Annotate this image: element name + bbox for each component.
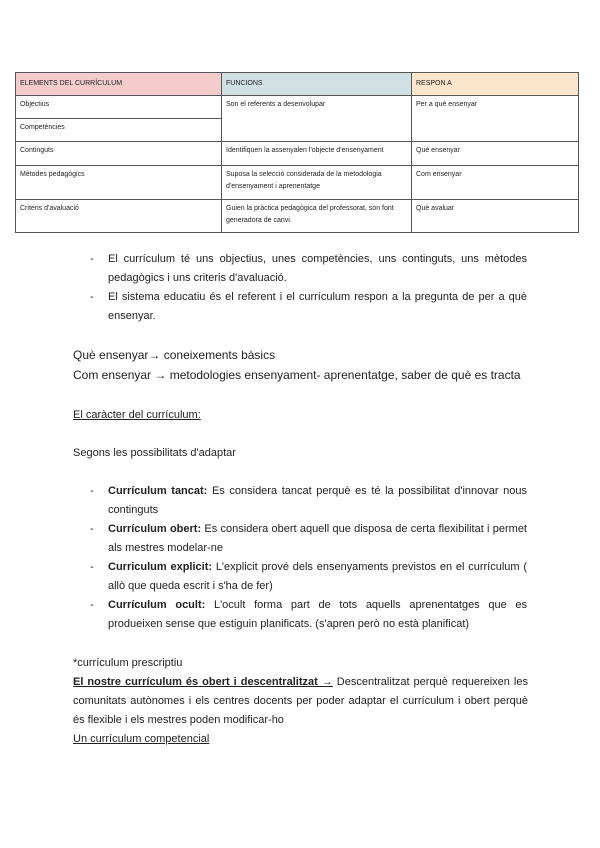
- curriculum-table: [15, 72, 579, 233]
- cell-element: Criteris d'avaluació: [16, 200, 222, 233]
- table-row: [16, 166, 579, 200]
- nostre-text: Descentralitzat perquè requereixen les comunitats autònomes i els centres docents per poder adaptar el currículum i obert perquè és flexible i els mestres poden modificar-ho: [73, 676, 528, 726]
- cell-respon: Què ensenyar: [412, 142, 579, 166]
- type-desc: L'ocult forma part de tots aquells aprenentatges que es produeixen sense que estiguin planificats. (s'apren però no està planificat): [108, 599, 527, 630]
- type-desc: Es considera tancat perquè es té la possibilitat d'innovar nous continguts: [108, 485, 527, 516]
- table-row: [16, 142, 579, 166]
- type-desc: L'explicit prové dels ensenyaments previstos en el currículum ( allò que queda escrit i s'ha de fer): [108, 561, 528, 592]
- type-desc: Es considera obert aquell que disposa de certa flexibilitat i permet als mestres modelar-ne: [108, 523, 527, 554]
- cell-respon: Per a què ensenyar: [412, 96, 579, 142]
- type-term: Currículum tancat:: [108, 485, 208, 497]
- intro-bullet-list: [90, 250, 527, 326]
- cell-element: Continguts: [16, 142, 222, 166]
- cell-element: Mètodes pedagògics: [16, 166, 222, 200]
- list-item: [90, 596, 527, 634]
- cell-funcio: Identifiquen la assenyalen l'objecte d'ensenyament: [222, 142, 412, 166]
- cell-element: Objectius: [16, 96, 222, 119]
- segons-text: Segons les possibilitats d'adaptar: [73, 447, 236, 459]
- cell-respon: Com ensenyar: [412, 166, 579, 200]
- prescriptiu-note: *currículum prescriptiu: [73, 657, 183, 669]
- que-ensenyar-line: Què ensenyar→ coneixements bàsics: [73, 348, 276, 362]
- list-item: - El currículum té uns objectius, unes competències, uns continguts, uns mètodes pedagògics i uns criteris d'avaluació.: [90, 250, 527, 288]
- list-item: [90, 558, 527, 596]
- type-term: Curriculum explicit:: [108, 561, 213, 573]
- list-item: [90, 482, 527, 520]
- cell-funcio: Guien la pràctica pedagògica del professorat, son font generadora de canvi.: [222, 200, 412, 233]
- list-item: - El sistema educatiu és el referent i el currículum respon a la pregunta de per a què ensenyar.: [90, 288, 527, 326]
- list-item: [90, 520, 527, 558]
- table-header-row: [16, 73, 579, 96]
- cell-funcio: Son el referents a desenvolupar: [222, 96, 412, 142]
- table-row: [16, 200, 579, 233]
- type-term: Currículum ocult:: [108, 599, 206, 611]
- header-funcions: FUNCIONS: [222, 73, 412, 96]
- nostre-curriculum-paragraph: [73, 673, 528, 730]
- header-respon: RESPON A: [412, 73, 579, 96]
- cell-funcio: Suposa la selecció considerada de la metodologia d'ensenyament i aprenentatge: [222, 166, 412, 200]
- nostre-heading: El nostre currículum és obert i descentralitzat →: [73, 676, 333, 688]
- cell-respon: Què avaluar: [412, 200, 579, 233]
- caracter-heading: El caràcter del currículum:: [73, 409, 201, 421]
- type-term: Currículum obert:: [108, 523, 202, 535]
- cell-element: Competències: [16, 119, 222, 142]
- header-elements: ELEMENTS DEL CURRÍCULUM: [16, 73, 222, 96]
- curriculum-types-list: [90, 482, 527, 634]
- com-ensenyar-line: Com ensenyar → metodologies ensenyament- aprenentatge, saber de què es tracta: [73, 368, 521, 382]
- table-row: [16, 96, 579, 119]
- competencial-heading: Un currículum competencial: [73, 733, 210, 745]
